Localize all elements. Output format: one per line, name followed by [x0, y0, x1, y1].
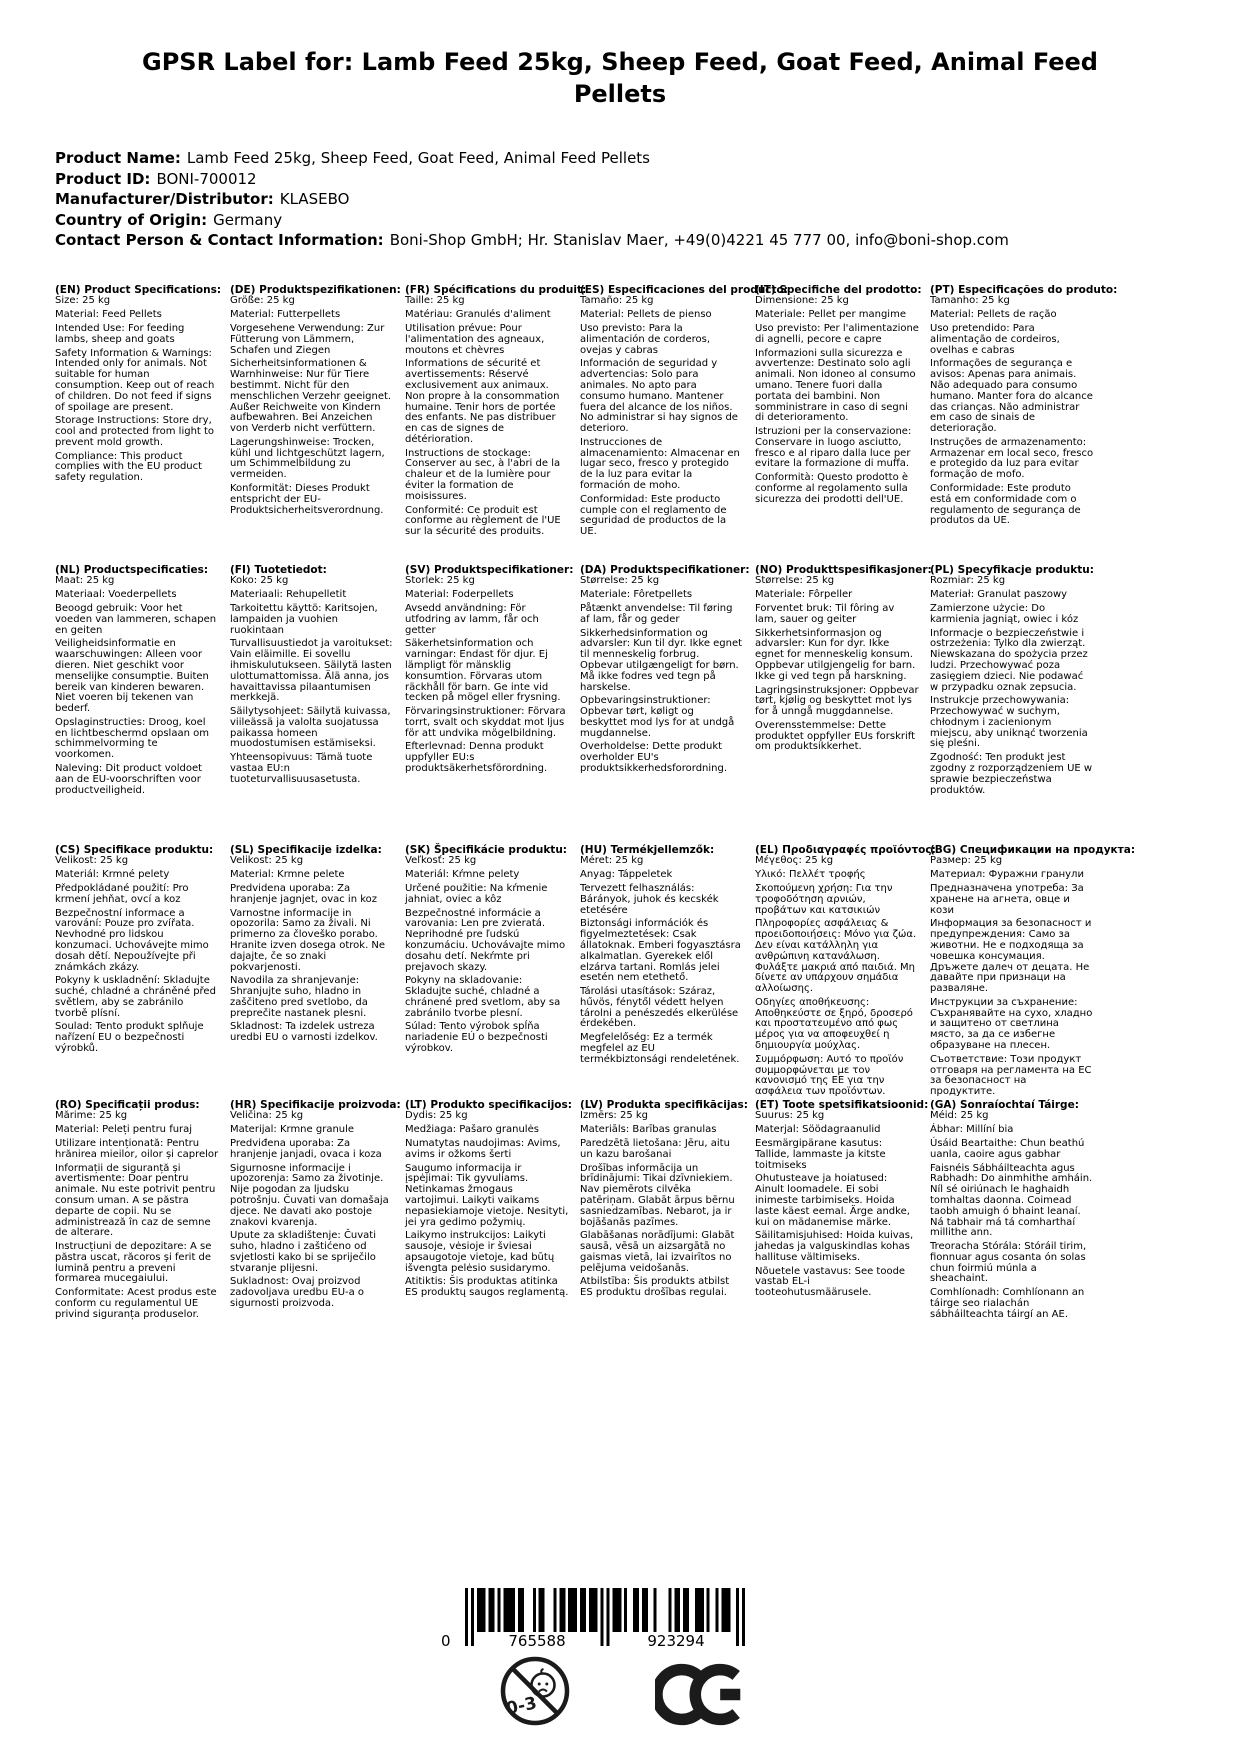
lang-section-paragraph: Material: Krmne pelete	[230, 869, 345, 881]
product-info-value: Lamb Feed 25kg, Sheep Feed, Goat Feed, Animal Feed Pellets	[186, 149, 650, 167]
lang-section-paragraph: Utilisation prévue: Pour l'alimentation des agneaux, moutons et chèvres	[405, 322, 545, 356]
lang-section-paragraph: Информация за безопасност и предупреждения: Само за животни. Не е подходяща за човешка консумация. Дръжете далеч от децата. Не давайте при признаци на разваляне.	[930, 918, 1092, 995]
lang-section-paragraph: Información de seguridad y advertencias: Solo para animales. No apto para consumo humano. Mantener fuera del alcance de los niños. No administrar si hay signos de deterioro.	[580, 358, 738, 435]
lang-section-heading: (LT) Produkto specifikacijos:	[405, 1099, 572, 1111]
lang-section-paragraph: Určené použitie: Na kŕmenie jahniat, oviec a kôz	[405, 882, 548, 905]
lang-section	[405, 284, 587, 541]
lang-section-heading: (EL) Προδιαγραφές προϊόντος:	[755, 844, 936, 856]
lang-section-paragraph: Sicherheitsinformationen & Warnhinweise: Nur für Tiere bestimmt. Nicht für den menschlichen Verzehr geeignet. Außer Reichweite von Kindern aufbewahren. Bei Anzeichen von Verderb nicht verfüttern.	[230, 358, 392, 435]
lang-section-paragraph: Paredzētā lietošana: Jēru, aitu un kazu barošanai	[580, 1137, 730, 1160]
lang-section-paragraph: Glabāšanas norādījumi: Glabāt sausā, vēsā un aizsargātā no gaismas vietā, lai izvairītos no pelējuma veidošanās.	[580, 1230, 735, 1274]
lang-section-paragraph: Medžiaga: Pašaro granulės	[405, 1124, 539, 1136]
product-info-line	[55, 169, 1195, 190]
lang-section-paragraph: Materjal: Söödagraanulid	[755, 1124, 881, 1136]
product-info-label: Product ID:	[55, 169, 151, 188]
lang-section-paragraph: Материал: Фуражни гранули	[930, 869, 1084, 881]
lang-section-paragraph: Säilitamisjuhised: Hoida kuivas, jahedas ja valguskindlas kohas hallituse vältimiseks.	[755, 1230, 914, 1263]
lang-section-paragraph: Overensstemmelse: Dette produktet oppfyller EUs forskrift om produktsikkerhet.	[755, 719, 916, 753]
lang-row	[55, 1100, 1215, 1324]
barcode-lead-digit: 0	[441, 1632, 451, 1650]
product-info-value: KLASEBO	[279, 190, 350, 208]
lang-section-paragraph: Informations de sécurité et avertissements: Réservé exclusivement aux animaux. Non propre à la consommation humaine. Tenir hors de portée des enfants. Ne pas distribuer en cas de signes de détérioration.	[405, 358, 560, 445]
lang-section-paragraph: Predviđena uporaba: Za hranjenje janjadi, ovaca i koza	[230, 1137, 382, 1160]
lang-section-heading: (NL) Productspecificaties:	[55, 564, 209, 576]
lang-section-paragraph: Förvaringsinstruktioner: Förvara torrt, svalt och skyddat mot ljus för att undvika mögelbildning.	[405, 706, 566, 739]
lang-section-paragraph: Sigurnosne informacije i upozorenja: Samo za životinje. Nije pogodan za ljudsku potrošnju. Čuvati van domašaja djece. Ne davati ako postoje znakovi kvarenja.	[230, 1162, 389, 1228]
lang-section	[405, 564, 574, 778]
lang-section-paragraph: Opbevaringsinstruktioner: Opbevar tørt, køligt og beskyttet mod lys for at undgå mugdannelse.	[580, 695, 735, 739]
lang-section-paragraph: Soulad: Tento produkt splňuje nařízení EU o bezpečnosti výrobků.	[55, 1021, 204, 1055]
lang-section-paragraph: Faisnéis Sábháilteachta agus Rabhadh: Do ainmhithe amháin. Níl sé oiriúnach le haghaidh tomhaltas daonna. Coimead taobh amuigh ó bhaint leanaí. Ná tabhair má tá comharthaí millithe ann.	[930, 1162, 1093, 1239]
lang-section-paragraph: Uso previsto: Para la alimentación de corderos, ovejas y cabras	[580, 322, 711, 356]
lang-section-paragraph: Predvidena uporaba: Za hranjenje jagnjet, ovac in koz	[230, 882, 378, 905]
lang-section-paragraph: Naleving: Dit product voldoet aan de EU-voorschriften voor productveiligheid.	[55, 763, 203, 796]
lang-section-paragraph: Vorgesehene Verwendung: Zur Fütterung von Lämmern, Schafen und Ziegen	[230, 322, 385, 356]
lang-section-heading: (EN) Product Specifications:	[55, 284, 222, 296]
lang-section-paragraph: Инструкции за съхранение: Съхранявайте на сухо, хладно и защитено от светлина място, за да се избегне образуване на плесен.	[930, 996, 1093, 1052]
lang-section-heading: (SK) Špecifikácie produktu:	[405, 844, 568, 856]
product-info-value: BONI-700012	[156, 169, 257, 188]
lang-section-paragraph: Sukladnost: Ovaj proizvod zadovoljava uredbu EU-a o sigurnosti proizvoda.	[230, 1276, 365, 1310]
lang-row	[55, 845, 1215, 1101]
lang-section-heading: (PT) Especificações do produto:	[930, 284, 1118, 296]
lang-section-heading: (ES) Especificaciones del producto:	[580, 284, 788, 296]
lang-section-heading: (LV) Produkta specifikācijas:	[580, 1099, 748, 1111]
lang-section-paragraph: Påtænkt anvendelse: Til føring af lam, får og geder	[580, 602, 733, 625]
lang-section	[55, 565, 219, 799]
lang-section-paragraph: Materiale: Pellet per mangime	[755, 309, 906, 321]
lang-section-paragraph: Μέγεθος: 25 kg	[755, 855, 834, 867]
lang-section-paragraph: Maat: 25 kg	[55, 575, 115, 587]
lang-section-heading: (FR) Spécifications du produit:	[405, 284, 587, 296]
lang-section-paragraph: Biztonsági információk és figyelmeztetések: Csak állatoknak. Emberi fogyasztásra alkalmatlan. Gyerekek elől elzárva tartani. Romlás jelei esetén nem etethető.	[580, 918, 741, 984]
lang-section-paragraph: Utilizare intenționată: Pentru hrănirea mieilor, oilor și caprelor	[55, 1137, 219, 1160]
lang-section	[930, 844, 1136, 1101]
lang-section-heading: (FI) Tuotetiedot:	[230, 564, 327, 576]
lang-section-paragraph: Konformität: Dieses Produkt entspricht der EU-Produktsicherheitsverordnung.	[230, 483, 384, 516]
lang-section-paragraph: Veiligheidsinformatie en waarschuwingen: Alleen voor dieren. Niet geschikt voor menselijke consumptie. Buiten bereik van kinderen bewaren. Niet voeren bij tekenen van bederf.	[55, 638, 209, 715]
lang-section-paragraph: Comhlíonadh: Comhlíonann an táirge seo rialachán sábháilteachta táirgí an AE.	[930, 1287, 1085, 1320]
lang-section-heading: (IT) Specifiche del prodotto:	[755, 284, 922, 296]
lang-section	[405, 845, 569, 1058]
lang-section-paragraph: Avsedd användning: För utfodring av lamm, får och getter	[405, 602, 539, 636]
lang-section-paragraph: Uso pretendido: Para alimentação de cordeiros, ovelhas e cabras	[930, 322, 1060, 356]
barcode	[441, 1588, 745, 1650]
lang-section-paragraph: Σκοπούμενη χρήση: Για την τροφοδότηση αρνιών, προβάτων και κατσικιών	[755, 882, 893, 916]
lang-section-paragraph: Atbilstība: Šis produkts atbilst ES produktu drošības regulai.	[580, 1276, 730, 1299]
lang-section-paragraph: Conformidade: Este produto está em conformidade com o regulamento de segurança de produtos da UE.	[930, 483, 1081, 527]
lang-row	[55, 565, 1215, 799]
barcode-left-digits: 765588	[508, 1632, 566, 1650]
lang-section-paragraph: Varnostne informacije in opozorila: Samo za živali. Ni primerno za človeško porabo. Hranite izven dosega otrok. Ne dajajte, če so znaki pokvarjenosti.	[230, 907, 386, 973]
lang-section-paragraph: Súlad: Tento výrobok spĺňa nariadenie EÚ o bezpečnosti výrobkov.	[405, 1021, 548, 1055]
lang-section-paragraph: Informații de siguranță și avertismente: Doar pentru animale. Nu este potrivit pentru consum uman. A se păstra departe de copii. Nu se administrează în caz de semne de alterare.	[55, 1162, 216, 1239]
lang-section-paragraph: Compliance: This product complies with the EU product safety regulation.	[55, 450, 203, 484]
lang-section	[230, 1099, 401, 1313]
product-info-line	[55, 210, 1195, 231]
lang-section-paragraph: Säilytysohjeet: Säilytä kuivassa, viileässä ja valolta suojatussa paikassa homeen muodostumisen estämiseksi.	[230, 706, 391, 750]
lang-section-paragraph: Materiaal: Voederpellets	[55, 589, 177, 601]
product-info-label: Contact Person & Contact Information:	[55, 231, 384, 249]
lang-section-heading: (SL) Specifikacije izdelka:	[230, 844, 382, 856]
lang-section-paragraph: Drošības informācija un brīdinājumi: Tikai dzīvniekiem. Nav piemērots cilvēka patēriņam. Glabāt ārpus bērnu sasniedzamības. Nebarot, ja ir bojāšanās pazīmes.	[580, 1162, 735, 1228]
age-warning-label: 0-3	[504, 1693, 539, 1720]
product-info-value: Boni-Shop GmbH; Hr. Stanislav Maer, +49(0)4221 45 777 00, info@boni-shop.com	[389, 231, 1009, 249]
lang-section-paragraph: Yhteensopivuus: Tämä tuote vastaa EU:n tuoteturvallisuusasetusta.	[230, 752, 373, 785]
lang-section-paragraph: Efterlevnad: Denna produkt uppfyller EU:s produktsäkerhetsförordning.	[405, 741, 548, 775]
lang-section-paragraph: Zamierzone użycie: Do karmienia jagniąt, owiec i kóz	[930, 602, 1079, 625]
lang-section-paragraph: Intended Use: For feeding lambs, sheep and goats	[55, 322, 185, 345]
product-info	[55, 148, 1195, 251]
lang-section	[580, 564, 750, 778]
lang-section-paragraph: Atitiktis: Šis produktas atitinka ES produktų saugos reglamentą.	[405, 1276, 569, 1299]
lang-section-paragraph: Koko: 25 kg	[230, 575, 289, 587]
lang-section-paragraph: Taille: 25 kg	[405, 295, 465, 307]
lang-section-paragraph: Съответствие: Този продукт отговаря на регламента на ЕС за безопасност на продуктите.	[930, 1053, 1092, 1098]
lang-section-paragraph: Size: 25 kg	[55, 295, 111, 307]
lang-section-heading: (RO) Specificații produs:	[55, 1099, 200, 1111]
lang-section-paragraph: Dimensione: 25 kg	[755, 295, 849, 307]
lang-section-paragraph: Megfelelőség: Ez a termék megfelel az EU termékbiztonsági rendeletének.	[580, 1032, 740, 1065]
lang-section-paragraph: Navodila za shranjevanje: Shranjujte suho, hladno in zaščiteno pred svetlobo, da preprečite nastanek plesni.	[230, 975, 368, 1019]
lang-section-paragraph: Overholdelse: Dette produkt overholder EU's produktsikkerhedsforordning.	[580, 741, 728, 775]
lang-section-paragraph: Instrukcje przechowywania: Przechowywać w suchym, chłodnym i zacienionym miejscu, aby uniknąć tworzenia się pleśni.	[930, 695, 1088, 750]
lang-section-paragraph: Størrelse: 25 kg	[755, 575, 835, 587]
lang-section-paragraph: Materiaali: Rehupelletit	[230, 589, 347, 601]
lang-section-paragraph: Tamanho: 25 kg	[930, 295, 1010, 307]
lang-section-paragraph: Informazioni sulla sicurezza e avvertenze: Destinato solo agli animali. Non idoneo al consumo umano. Tenere fuori dalla portata dei bambini. Non somministrare in caso di segni di deterioramento.	[755, 347, 916, 424]
barcode-right-digits: 923294	[647, 1632, 705, 1650]
lang-section-paragraph: Instruções de armazenamento: Armazenar em local seco, fresco e protegido da luz para evitar formação de mofo.	[930, 436, 1094, 481]
lang-section-paragraph: Upute za skladištenje: Čuvati suho, hladno i zaštićeno od svjetlosti kako bi se spriječilo stvaranje plijesni.	[230, 1230, 377, 1274]
age-warning-0-3-icon	[498, 1654, 572, 1728]
lang-section-paragraph: Saugumo informacija ir įspėjimai: Tik gyvuliams. Netinkamas žmogaus vartojimui. Laikyti vaikams nepasiekiamoje vietoje. Nesityti, jei yra gedimo požymių.	[405, 1162, 569, 1228]
lang-section-paragraph: Forventet bruk: Til fôring av lam, sauer og geiter	[755, 602, 895, 625]
lang-section-paragraph: Bezpečnostné informácie a varovania: Len pre zvieratá. Neprihodné pre ľudskú konzumáciu. Uchovávajte mimo dosahu detí. Nekŕmte pri prejavoch skazy.	[405, 907, 566, 973]
lang-section	[55, 284, 222, 487]
lang-section-paragraph: Mărime: 25 kg	[55, 1110, 128, 1122]
lang-section-paragraph: Materiál: Krmné pelety	[55, 869, 170, 881]
lang-section-paragraph: Uso previsto: Per l'alimentazione di agnelli, pecore e capre	[755, 322, 919, 345]
lang-section-paragraph: Material: Pellets de ração	[930, 309, 1057, 321]
lang-section-paragraph: Méret: 25 kg	[580, 855, 644, 867]
lang-section-paragraph: Opslaginstructies: Droog, koel en lichtbeschermd opslaan om schimmelvorming te voorkomen.	[55, 716, 209, 761]
lang-section	[930, 284, 1118, 530]
lang-section-paragraph: Instrucțiuni de depozitare: A se păstra uscat, răcoros și ferit de lumină pentru a preveni formarea mucegaiului.	[55, 1241, 212, 1285]
product-info-label: Country of Origin:	[55, 210, 208, 229]
lang-section-paragraph: Úsáid Beartaithe: Chun beathú uanla, caoire agus gabhar	[930, 1137, 1085, 1160]
lang-section	[580, 284, 788, 541]
lang-section-paragraph: Ohutusteave ja hoiatused: Ainult loomadele. Ei sobi inimeste tarbimiseks. Hoida laste käest eemal. Ärge andke, kui on mädanemise märke.	[755, 1173, 910, 1228]
lang-section-paragraph: Material: Peleți pentru furaj	[55, 1124, 193, 1136]
lang-section-heading: (PL) Specyfikacje produktu:	[930, 564, 1094, 576]
product-info-line	[55, 230, 1195, 251]
lang-section-paragraph: Material: Feed Pellets	[55, 309, 162, 321]
lang-section-paragraph: Nõuetele vastavus: See toode vastab EL-i tooteohutusmäärusele.	[755, 1265, 906, 1299]
lang-section-paragraph: Izmērs: 25 kg	[580, 1110, 649, 1122]
lang-section	[55, 845, 219, 1058]
lang-section	[230, 565, 394, 789]
lang-section-heading: (DA) Produktspecifikationer:	[580, 564, 750, 576]
lang-section-paragraph: Størrelse: 25 kg	[580, 575, 660, 587]
lang-section-paragraph: Material: Futterpellets	[230, 309, 341, 321]
lang-section-paragraph: Säkerhetsinformation och varningar: Endast för djur. Ej lämpligt för mänsklig konsumtion. Förvaras utom räckhåll för barn. Ge inte vid tecken på mögel eller frysning.	[405, 638, 561, 704]
lang-section-paragraph: Materiál: Kŕmne pelety	[405, 869, 520, 881]
lang-section-heading: (ET) Toote spetsifikatsioonid:	[755, 1099, 929, 1111]
lang-section	[405, 1099, 572, 1302]
product-info-line	[55, 189, 1195, 210]
lang-section-paragraph: Informações de segurança e avisos: Apenas para animais. Não adequado para consumo humano. Manter fora do alcance das crianças. Não administrar em caso de sinais de deterioração.	[930, 358, 1093, 435]
lang-section-paragraph: Material: Pellets de pienso	[580, 309, 712, 321]
lang-section-paragraph: Velikost: 25 kg	[230, 855, 304, 867]
lang-section-heading: (HU) Termékjellemzők:	[580, 844, 715, 856]
lang-section-paragraph: Treoracha Stórála: Stóráil tirim, fionnuar agus cosanta ón solas chun foirmiú múnla a sheachaint.	[930, 1241, 1087, 1285]
lang-section	[755, 564, 932, 756]
lang-section-paragraph: Anyag: Táppeletek	[580, 869, 673, 881]
lang-section-paragraph: Ábhar: Millíní bia	[930, 1124, 1014, 1136]
lang-section-paragraph: Istruzioni per la conservazione: Conservare in luogo asciutto, fresco e al riparo dalla luce per evitare la formazione di muffa.	[755, 426, 912, 470]
lang-section-paragraph: Υλικό: Πελλέτ τροφής	[755, 869, 866, 881]
lang-section-paragraph: Größe: 25 kg	[230, 295, 295, 307]
lang-section-paragraph: Lagringsinstruksjoner: Oppbevar tørt, kjølig og beskyttet mot lys for å unngå muggdannelse.	[755, 684, 919, 718]
lang-section-paragraph: Zgodność: Ten produkt jest zgodny z rozporządzeniem UE w sprawie bezpieczeństwa produktów.	[930, 752, 1093, 796]
lang-section-paragraph: Veličina: 25 kg	[230, 1110, 304, 1122]
lang-section	[230, 284, 401, 519]
lang-section-paragraph: Sikkerhedsinformation og advarsler: Kun til dyr. Ikke egnet til menneskelig forbrug. Opbevar utilgængeligt for børn. Må ikke fodres ved tegn på harskelse.	[580, 627, 743, 693]
lang-section-paragraph: Veľkosť: 25 kg	[405, 855, 477, 867]
lang-section-paragraph: Eesmärgipärane kasutus: Tallide, lammaste ja kitste toitmiseks	[755, 1137, 886, 1171]
lang-section-paragraph: Sikkerhetsinformasjon og advarsler: Kun for dyr. Ikke egnet for menneskelig konsum. Oppbevar utilgjengelig for barn. Ikke gi ved tegn på harskning.	[755, 627, 916, 682]
lang-section-paragraph: Numatytas naudojimas: Avims, avims ir ožkoms šerti	[405, 1137, 561, 1160]
lang-section-paragraph: Lagerungshinweise: Trocken, kühl und lichtgeschützt lagern, um Schimmelbildung zu vermeiden.	[230, 436, 385, 481]
lang-section-heading: (BG) Спецификации на продукта:	[930, 844, 1136, 856]
lang-section	[755, 284, 922, 509]
lang-section-paragraph: Πληροφορίες ασφάλειας & προειδοποιήσεις: Μόνο για ζώα. Δεν είναι κατάλληλη για ανθρώπινη κατανάλωση. Φυλάξτε μακριά από παιδιά. Μη δίνετε αν υπάρχουν σημάδια αλλοίωσης.	[755, 918, 917, 995]
lang-section-heading: (DE) Produktspezifikationen:	[230, 284, 401, 296]
lang-section-paragraph: Conformité: Ce produit est conforme au règlement de l'UE sur la sécurité des produits.	[405, 504, 561, 538]
lang-section-paragraph: Materiale: Fôrpeller	[755, 589, 853, 601]
lang-section-heading: (SV) Produktspecifikationer:	[405, 564, 574, 576]
lang-section-paragraph: Turvallisuustiedot ja varoitukset: Vain eläimille. Ei sovellu ihmiskulutukseen. Säilytä lasten ulottumattomissa. Älä anna, jos havaittavissa pilaantumisen merkkejä.	[230, 638, 393, 704]
lang-section	[580, 1099, 748, 1302]
lang-section-paragraph: Materiāls: Barības granulas	[580, 1124, 717, 1136]
lang-section-paragraph: Conformitate: Acest produs este conform cu regulamentul UE privind siguranța produselor.	[55, 1287, 217, 1320]
lang-section-paragraph: Tarkoitettu käyttö: Karitsojen, lampaiden ja vuohien ruokintaan	[230, 602, 378, 636]
lang-section-paragraph: Materijal: Krmne granule	[230, 1124, 355, 1136]
lang-section-paragraph: Laikymo instrukcijos: Laikyti sausoje, vėsioje ir šviesai apsaugotoje vietoje, kad būtų išvengta pelėsio susidarymo.	[405, 1230, 555, 1274]
lang-section-paragraph: Rozmiar: 25 kg	[930, 575, 1006, 587]
lang-section-paragraph: Beoogd gebruik: Voor het voeden van lammeren, schapen en geiten	[55, 602, 217, 636]
lang-section-paragraph: Συμμόρφωση: Αυτό το προϊόν συμμορφώνεται με τον κανονισμό της ΕΕ για την ασφάλεια των προϊόντων.	[755, 1053, 904, 1098]
lang-section	[55, 1100, 219, 1324]
lang-section-paragraph: Conformidad: Este producto cumple con el reglamento de seguridad de productos de la UE.	[580, 493, 727, 538]
product-info-label: Product Name:	[55, 149, 181, 167]
lang-section-paragraph: Materiał: Granulat paszowy	[930, 589, 1068, 601]
lang-section	[930, 565, 1094, 799]
lang-section-paragraph: Οδηγίες αποθήκευσης: Αποθηκεύστε σε ξηρό, δροσερό και προστατευμένο από φως μέρος για να αποφευχθεί η δημιουργία μούχλας.	[755, 996, 913, 1052]
lang-section-paragraph: Pokyny k uskladnění: Skladujte suché, chladné a chráněné před světlem, aby se zabránilo tvorbě plísní.	[55, 975, 216, 1019]
lang-section-heading: (CS) Specifikace produktu:	[55, 844, 214, 856]
lang-section-paragraph: Suurus: 25 kg	[755, 1110, 825, 1122]
lang-section-paragraph: Matériau: Granulés d'aliment	[405, 309, 551, 321]
lang-section-heading: (HR) Specifikacije proizvoda:	[230, 1099, 401, 1111]
lang-section-paragraph: Dydis: 25 kg	[405, 1110, 468, 1122]
page-title: GPSR Label for: Lamb Feed 25kg, Sheep Feed, Goat Feed, Animal Feed Pellets	[142, 48, 1098, 109]
lang-section-paragraph: Tervezett felhasználás: Bárányok, juhok és kecskék etetésére	[580, 882, 719, 916]
ce-mark-icon	[655, 1660, 747, 1729]
lang-section-paragraph: Méid: 25 kg	[930, 1110, 989, 1122]
lang-section-paragraph: Material: Foderpellets	[405, 589, 514, 601]
lang-section-paragraph: Instrucciones de almacenamiento: Almacenar en lugar seco, fresco y protegido de la luz para evitar la formación de moho.	[580, 436, 740, 492]
lang-section-paragraph: Размер: 25 kg	[930, 855, 1003, 867]
lang-section-paragraph: Storlek: 25 kg	[405, 575, 475, 587]
lang-section-heading: (GA) Sonraíochtaí Táirge:	[930, 1099, 1079, 1111]
lang-section-paragraph: Storage Instructions: Store dry, cool and protected from light to prevent mold growth.	[55, 415, 215, 448]
lang-section-paragraph: Instructions de stockage: Conserver au sec, à l'abri de la chaleur et de la lumière pour éviter la formation de moisissures.	[405, 447, 561, 502]
product-info-value: Germany	[213, 210, 283, 229]
lang-section	[230, 845, 394, 1047]
lang-section-paragraph: Safety Information & Warnings: Intended only for animals. Not suitable for human consumption. Keep out of reach of children. Do not feed if signs of spoilage are present.	[55, 347, 215, 413]
lang-row	[55, 285, 1215, 541]
lang-section	[755, 1099, 929, 1302]
lang-section	[755, 844, 936, 1101]
lang-section-paragraph: Tamaño: 25 kg	[580, 295, 654, 307]
lang-section-paragraph: Conformità: Questo prodotto è conforme al regolamento sulla sicurezza dei prodotti dell'UE.	[755, 472, 909, 505]
lang-section-paragraph: Velikost: 25 kg	[55, 855, 129, 867]
product-info-label: Manufacturer/Distributor:	[55, 190, 274, 208]
lang-section-paragraph: Tárolási utasítások: Száraz, hűvös, fénytől védett helyen tárolni a penészedés elkerülése érdekében.	[580, 986, 739, 1030]
product-info-line	[55, 148, 1195, 169]
lang-section-paragraph: Informacje o bezpieczeństwie i ostrzeżenia: Tylko dla zwierząt. Niewskazana do spożycia przez ludzi. Przechowywać poza zasięgiem dzieci. Nie podawać w przypadku oznak zepsucia.	[930, 627, 1088, 693]
lang-section-paragraph: Bezpečnostní informace a varování: Pouze pro zvířata. Nevhodné pro lidskou konzumaci. Uchovávejte mimo dosah dětí. Nepoužívejte při známkách zkázy.	[55, 907, 209, 973]
lang-section-paragraph: Pokyny na skladovanie: Skladujte suché, chladné a chránené pred svetlom, aby sa zabránilo tvorbe plesní.	[405, 975, 561, 1019]
lang-section-paragraph: Предназначена употреба: За хранене на агнета, овце и кози	[930, 882, 1084, 916]
lang-section	[930, 1100, 1094, 1324]
lang-section-paragraph: Předpokládané použití: Pro krmení jehňat, ovcí a koz	[55, 882, 189, 905]
lang-section-paragraph: Skladnost: Ta izdelek ustreza uredbi EU o varnosti izdelkov.	[230, 1021, 378, 1044]
lang-section-heading: (NO) Produkttspesifikasjoner:	[755, 564, 932, 576]
lang-section-paragraph: Materiale: Fôretpellets	[580, 589, 693, 601]
lang-section	[580, 845, 744, 1069]
